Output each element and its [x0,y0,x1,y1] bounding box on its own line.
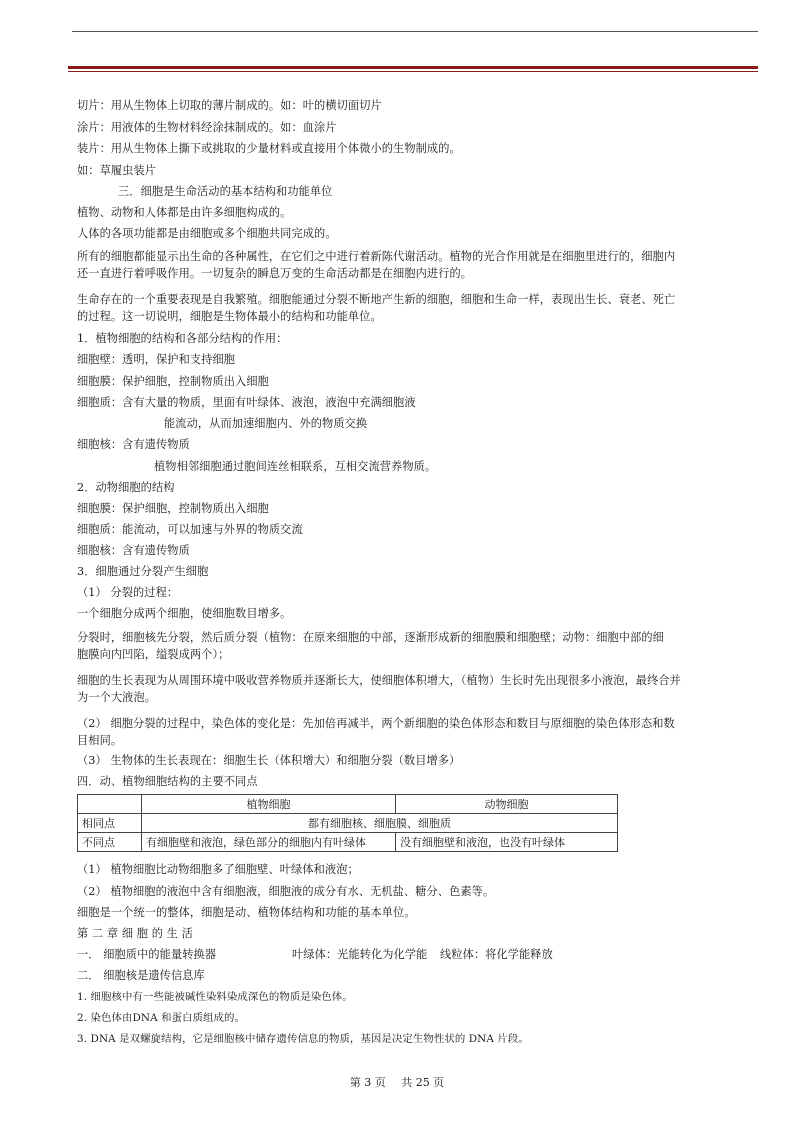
text-line: 的过程。这一切说明，细胞是生物体最小的结构和功能单位。 [77,310,382,323]
text-line: 植物相邻细胞通过胞间连丝相联系，互相交流营养物质。 [154,460,437,473]
text-line: 为一个大液泡。 [77,691,157,704]
text-line: 叶绿体：光能转化为化学能 [292,948,428,961]
comparison-table [77,794,618,852]
chapter-heading: 第 二 章 细 胞 的 生 活 [77,927,193,940]
text-line: 一． 细胞质中的能量转换器 [77,948,217,961]
header-red-rule [68,66,758,69]
subheading: 1．植物细胞的结构和各部分结构的作用： [77,332,288,345]
table-header-cell [78,795,142,814]
page-total: 共 25 页 [401,1076,445,1089]
table-row-label: 相同点 [78,814,142,833]
text-line: 分裂时，细胞核先分裂，然后质分裂（植物：在原来细胞的中部，逐渐形成新的细胞膜和细胞壁；动物：细胞中部的细 [77,631,664,644]
text-line: 目相同。 [77,734,123,747]
table-header-cell: 动物细胞 [396,795,618,814]
text-line: 装片：用从生物体上撕下或挑取的少量材料或直接用个体微小的生物制成的。 [77,142,461,155]
text-line: 二． 细胞核是遗传信息库 [77,969,205,982]
text-line: 细胞是一个统一的整体，细胞是动、植物体结构和功能的基本单位。 [77,906,416,919]
page-footer [0,1074,794,1090]
table-cell: 有细胞壁和液泡，绿色部分的细胞内有叶绿体 [142,833,396,852]
header-rule [72,31,758,32]
text-line: （2） 细胞分裂的过程中，染色体的变化是：先加倍再减半，两个新细胞的染色体形态和数目与原细胞的染色体形态和数 [77,717,675,730]
text-line: 细胞质：能流动，可以加速与外界的物质交流 [77,523,303,536]
text-line: 生命存在的一个重要表现是自我繁殖。细胞能通过分裂不断地产生新的细胞，细胞和生命一样，表现出生长、衰老、死亡 [77,293,676,306]
page-number: 第 3 页 [349,1076,386,1089]
text-line: 线粒体：将化学能释放 [440,948,553,961]
table-cell: 都有细胞核、细胞膜、细胞质 [142,814,618,833]
text-line: 人体的各项功能都是由细胞或多个细胞共同完成的。 [77,227,337,240]
text-line: 3. DNA 是双螺旋结构，它是细胞核中储存遗传信息的物质，基因是决定生物性状的 DNA 片段。 [77,1033,529,1045]
text-line: 切片：用从生物体上切取的薄片制成的。如：叶的横切面切片 [77,99,382,112]
table-header-cell: 植物细胞 [142,795,396,814]
table-row [78,833,618,852]
text-line: 能流动，从而加速细胞内、外的物质交换 [164,417,368,430]
text-line: 如：草履虫装片 [77,164,157,177]
text-line: 一个细胞分成两个细胞，使细胞数目增多。 [77,607,292,620]
text-line: （1） 分裂的过程： [77,586,179,599]
text-line: （2） 植物细胞的液泡中含有细胞液，细胞液的成分有水、无机盐、糖分、色素等。 [77,885,495,898]
text-line: 细胞的生长表现为从周围环境中吸收营养物质并逐渐长大，使细胞体积增大，（植物）生长时先出现很多小液泡，最终合并 [77,674,681,687]
section-heading: 三．细胞是生命活动的基本结构和功能单位 [118,185,333,198]
text-line: 细胞核：含有遗传物质 [77,438,190,451]
text-line: 胞膜向内凹陷，缢裂成两个）； [77,648,230,661]
header-red-rule-thin [68,71,758,72]
text-line: 1. 细胞核中有一些能被碱性染料染成深色的物质是染色体。 [77,991,353,1003]
text-line: 还一直进行着呼吸作用。一切复杂的瞬息万变的生命活动都是在细胞内进行的。 [77,267,473,280]
text-line: 细胞膜：保护细胞，控制物质出入细胞 [77,375,269,388]
subheading: 2．动物细胞的结构 [77,481,175,494]
text-line: 2. 染色体由DNA 和蛋白质组成的。 [77,1012,246,1024]
subheading: 3．细胞通过分裂产生细胞 [77,565,209,578]
text-line: 细胞核：含有遗传物质 [77,544,190,557]
text-line: 所有的细胞都能显示出生命的各种属性，在它们之中进行着新陈代谢活动。植物的光合作用就是在细胞里进行的，细胞内 [77,250,676,263]
text-line: 涂片：用液体的生物材料经涂抹制成的。如：血涂片 [77,121,337,134]
text-line: 细胞壁：透明，保护和支持细胞 [77,353,236,366]
section-heading: 四．动、植物细胞结构的主要不同点 [77,775,258,788]
text-line: 细胞膜：保护细胞，控制物质出入细胞 [77,502,269,515]
table-cell: 没有细胞壁和液泡，也没有叶绿体 [396,833,618,852]
text-line: 细胞质：含有大量的物质，里面有叶绿体、液泡，液泡中充满细胞液 [77,396,416,409]
table-header-row [78,795,618,814]
table-row-label: 不同点 [78,833,142,852]
text-line: （1） 植物细胞比动物细胞多了细胞壁、叶绿体和液泡； [77,863,359,876]
table-row [78,814,618,833]
text-line: （3） 生物体的生长表现在：细胞生长（体积增大）和细胞分裂（数目增多） [77,754,461,767]
text-line: 植物、动物和人体都是由许多细胞构成的。 [77,206,292,219]
